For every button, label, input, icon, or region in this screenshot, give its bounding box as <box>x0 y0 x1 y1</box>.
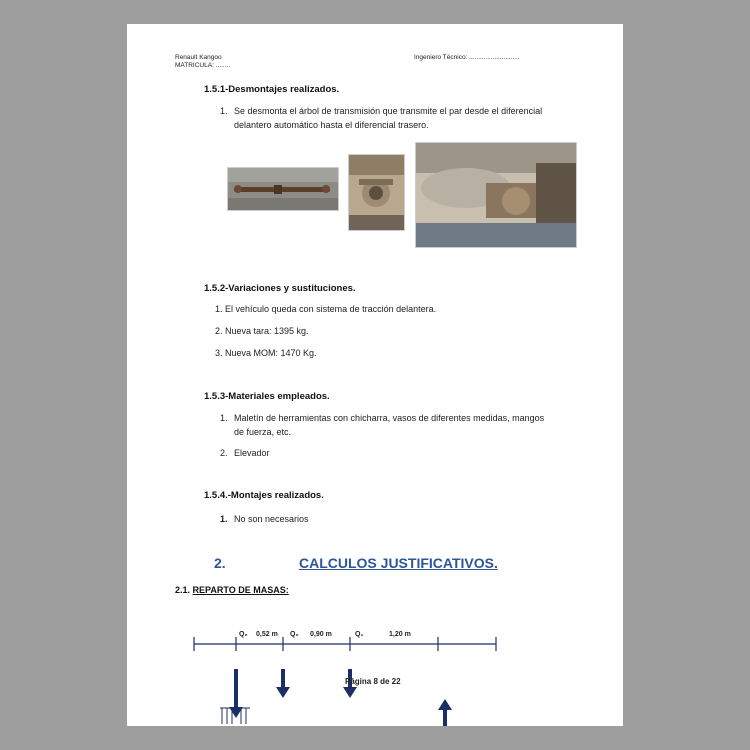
list-item <box>220 512 420 526</box>
mass-distribution-diagram <box>127 624 623 726</box>
list-item <box>215 324 309 338</box>
list-text-line1: Maletín de herramientas con chicharra, vasos de diferentes medidas, mangos <box>234 413 545 423</box>
photo-underbody <box>415 142 577 248</box>
header-ingeniero: Ingeniero Técnico: ............................ <box>414 54 520 61</box>
header-matricula: MATRICULA: ........ <box>175 62 231 69</box>
label-dist-3: 1,20 m <box>389 631 411 638</box>
list-item <box>220 411 600 441</box>
page-number: Página 8 de 22 <box>345 677 401 686</box>
subsection-heading <box>175 585 289 595</box>
list-text-line2: delantero automático hasta el diferencial trasero. <box>234 120 429 130</box>
load-arrow-shaft <box>281 669 285 689</box>
header-left <box>175 54 230 70</box>
label-q1: Q₁ <box>355 631 364 638</box>
subsection-number: 2.1. <box>175 585 191 595</box>
list-item <box>220 446 420 460</box>
photo-driveshaft <box>227 167 339 211</box>
label-q2a: Q₂ <box>239 631 248 638</box>
list-number: 1. <box>220 413 228 423</box>
list-number: 2. <box>220 448 228 458</box>
list-text: No son necesarios <box>234 514 309 524</box>
section-number: 2. <box>214 555 226 571</box>
section-title: CALCULOS JUSTIFICATIVOS. <box>299 555 498 571</box>
list-item <box>215 346 317 360</box>
load-arrow-head <box>276 687 290 698</box>
heading-1-5-2: 1.5.2-Variaciones y sustituciones. <box>204 283 356 294</box>
photo-differential <box>348 154 405 231</box>
heading-1-5-4: 1.5.4.-Montajes realizados. <box>204 490 324 501</box>
header-model: Renault Kangoo <box>175 54 222 61</box>
list-text: 2. Nueva tara: 1395 kg. <box>215 326 309 336</box>
list-number: 1. <box>220 514 228 524</box>
list-item <box>215 302 436 316</box>
load-arrow-shaft <box>234 669 238 709</box>
reaction-arrow-shaft <box>443 708 447 726</box>
list-item <box>220 104 600 134</box>
list-number: 1. <box>220 106 228 116</box>
document-page <box>127 24 623 726</box>
subsection-title: REPARTO DE MASAS: <box>192 585 289 595</box>
label-q2b: Q₂ <box>290 631 299 638</box>
load-arrow-head <box>343 687 357 698</box>
label-dist-1: 0,52 m <box>256 631 278 638</box>
heading-1-5-3: 1.5.3-Materiales empleados. <box>204 391 330 402</box>
list-text-line2: de fuerza, etc. <box>234 427 292 437</box>
label-dist-2: 0,90 m <box>310 631 332 638</box>
heading-1-5-1: 1.5.1-Desmontajes realizados. <box>204 84 340 95</box>
reaction-arrow-head <box>438 699 452 710</box>
list-text: Elevador <box>234 448 270 458</box>
list-text-line1: Se desmonta el árbol de transmisión que transmite el par desde el diferencial <box>234 106 543 116</box>
list-text: 3. Nueva MOM: 1470 Kg. <box>215 348 317 358</box>
list-text: 1. El vehículo queda con sistema de tracción delantera. <box>215 304 437 314</box>
